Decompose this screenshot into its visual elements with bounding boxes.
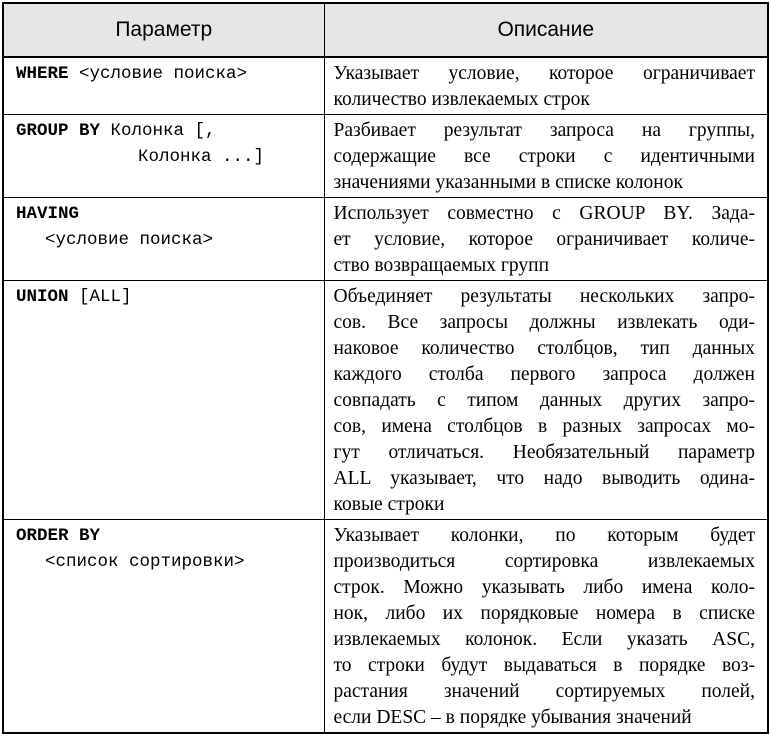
param-args: [ALL] <box>68 287 132 307</box>
param-args: <условие поиска> <box>45 230 214 250</box>
table-row <box>3 281 768 520</box>
keyword-where: WHERE <box>16 64 69 84</box>
param-args: Колонка [, <box>100 121 216 141</box>
description-line: то строки будут выдаваться в порядке воз- <box>333 655 755 676</box>
table-row <box>3 520 768 734</box>
description-line: совпадать с типом данных других запро- <box>333 390 755 411</box>
description-line: Использует совместно с GROUP BY. Зада- <box>333 203 755 224</box>
description-line: количество извлекаемых строк <box>333 89 590 110</box>
description-line: сов, имена столбцов в разных запросах мо- <box>333 416 755 437</box>
parameter-cell-union <box>3 281 324 520</box>
description-line: Разбивает результат запроса на группы, <box>333 120 755 141</box>
description-cell-having <box>324 198 768 281</box>
description-line: ет условие, которое ограничивает количе- <box>333 229 755 250</box>
parameter-cell-group-by <box>3 115 324 198</box>
table-header-row <box>3 3 768 57</box>
parameter-cell-order-by <box>3 520 324 734</box>
sql-clause-table <box>2 2 769 734</box>
keyword-group-by: GROUP BY <box>16 121 101 141</box>
description-cell-union <box>324 281 768 520</box>
description-line: строк. Можно указывать либо имена коло- <box>333 577 755 598</box>
table-row <box>3 198 768 281</box>
description-line: гут отличаться. Необязательный параметр <box>333 442 755 463</box>
description-line: каждого столба первого запроса должен <box>333 364 755 385</box>
description-cell-where <box>324 57 768 115</box>
description-line: извлекаемых колонок. Если указать ASC, <box>333 629 755 650</box>
description-line: Объединяет результаты нескольких запро- <box>333 286 755 307</box>
description-cell-group-by <box>324 115 768 198</box>
description-line: если DESC – в порядке убывания значений <box>333 707 692 728</box>
parameter-cell-where <box>3 57 324 115</box>
description-cell-order-by <box>324 520 768 734</box>
keyword-having: HAVING <box>16 204 80 224</box>
description-line: ство возвращаемых групп <box>333 255 550 276</box>
header-description: Описание <box>324 3 768 57</box>
description-line: Указывает условие, которое ограничивает <box>333 63 755 84</box>
keyword-order-by: ORDER BY <box>16 526 101 546</box>
description-line: ALL указывает, что надо выводить одина- <box>333 468 755 489</box>
description-line: наковое количество столбцов, тип данных <box>333 338 755 359</box>
description-line: производиться сортировка извлекаемых <box>333 551 755 572</box>
description-line: содержащие все строки с идентичными <box>333 146 755 167</box>
table-row <box>3 115 768 198</box>
table-row <box>3 57 768 115</box>
param-args: <условие поиска> <box>68 64 248 84</box>
description-line: Указывает колонки, по которым будет <box>333 525 755 546</box>
parameter-cell-having <box>3 198 324 281</box>
description-line: растания значений сортируемых полей, <box>333 681 755 702</box>
header-parameter: Параметр <box>3 3 324 57</box>
description-line: сов. Все запросы должны извлекать оди- <box>333 312 755 333</box>
keyword-union: UNION <box>16 287 69 307</box>
param-args-continued: Колонка ...] <box>138 147 265 167</box>
description-line: значениями указанными в списке колонок <box>333 172 683 193</box>
param-args: <список сортировки> <box>45 552 245 572</box>
description-line: ковые строки <box>333 494 445 515</box>
sql-clause-table-sheet <box>2 2 767 728</box>
description-line: нок, либо их порядковые номера в списке <box>333 603 755 624</box>
